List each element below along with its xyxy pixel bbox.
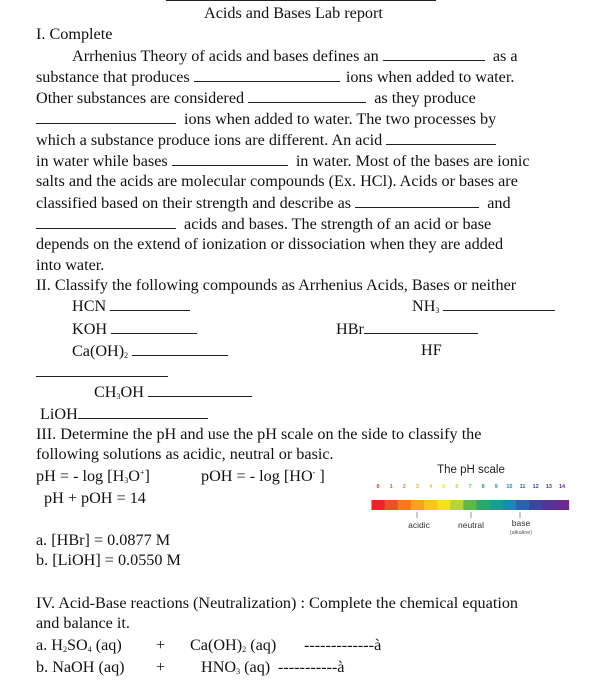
reaction-a-reactant2: $Ca(OH)_2$ (aq) — [190, 636, 277, 654]
compound-hcn: HCN — [72, 296, 190, 316]
answer-nh3[interactable] — [443, 296, 555, 311]
ph-bar-segment-10 — [503, 500, 517, 510]
compound-ch3oh: $CH_3OH$ — [94, 382, 252, 402]
ph-bar-segment-4 — [424, 500, 438, 510]
reaction-a-plus: + — [156, 636, 166, 654]
compound-koh: KOH — [72, 319, 197, 339]
compound-hf: HF — [421, 341, 442, 359]
blank-2[interactable] — [194, 67, 340, 82]
answer-ch3oh[interactable] — [148, 382, 252, 397]
ph-scale-svg — [370, 460, 570, 540]
ph-number-7: 7 — [468, 484, 472, 490]
reaction-a: a. $H_2SO_4$ (aq) — [36, 636, 122, 654]
ph-bar-segment-7 — [463, 500, 477, 510]
ph-poh-sum: pH + pOH = 14 — [44, 489, 146, 507]
ph-bar-segment-6 — [450, 500, 464, 510]
answer-lioh[interactable] — [78, 404, 208, 419]
part4-heading: IV. Acid-Base reactions (Neutralization) : Complete the chemical equation — [36, 594, 519, 612]
acidic-label: acidic — [408, 520, 430, 530]
ph-bar-segment-13 — [542, 500, 556, 510]
blank-3[interactable] — [248, 88, 366, 103]
neutral-label: neutral — [458, 520, 484, 530]
answer-hf-line[interactable] — [36, 376, 168, 377]
ph-number-10: 10 — [506, 484, 513, 490]
base-label: base — [511, 518, 531, 528]
poh-formula: pOH = - log [HO- ] — [201, 467, 325, 485]
answer-hbr[interactable] — [364, 319, 478, 334]
ph-number-1: 1 — [389, 484, 393, 490]
part1-line1: Arrhenius Theory of acids and bases defines an as a — [72, 47, 518, 65]
ph-bar-segment-1 — [385, 500, 399, 510]
reaction-b-arrow: -----------à — [278, 658, 345, 676]
ph-formula: pH = - $\log [H_3O^+]$ — [36, 467, 150, 485]
part1-line4: ions when added to water. The two processes by — [36, 109, 496, 129]
part2-heading: II. Classify the following compounds as Arrhenius Acids, Bases or neither — [36, 276, 517, 294]
ph-bar-segment-11 — [516, 500, 530, 510]
ph-bar-segment-5 — [437, 500, 451, 510]
ph-number-3: 3 — [415, 484, 419, 490]
ph-number-0: 0 — [376, 484, 380, 490]
reaction-b-plus: + — [156, 658, 166, 676]
answer-hcn[interactable] — [110, 296, 190, 311]
reaction-b: b. NaOH (aq) — [36, 658, 125, 676]
blank-5[interactable] — [386, 130, 496, 145]
problem-b: b. [LiOH] = 0.0550 M — [36, 551, 181, 569]
blank-4[interactable] — [36, 109, 176, 124]
ph-bar-segment-12 — [529, 500, 543, 510]
blank-7[interactable] — [355, 193, 479, 208]
ph-scale-bar — [371, 500, 569, 510]
reaction-a-arrow: -------------à — [304, 636, 382, 654]
part1-line2: substance that produces ions when added to water. — [36, 68, 515, 86]
ph-scale-figure — [370, 460, 570, 540]
page-title: Acids and Bases Lab report — [204, 4, 383, 22]
answer-koh[interactable] — [111, 319, 197, 334]
reaction-b-reactant2: $HNO_3$ (aq) — [201, 658, 271, 676]
part1-line9: acids and bases. The strength of an acid or base — [36, 214, 491, 234]
compound-lioh: LiOH — [40, 404, 208, 424]
ph-number-12: 12 — [532, 484, 539, 490]
title-top-rule — [166, 0, 436, 1]
ph-number-6: 6 — [455, 484, 459, 490]
compound-caoh2: $Ca(OH)_2$ — [72, 341, 228, 361]
ph-number-14: 14 — [558, 484, 566, 490]
part1-line3: Other substances are considered as they produce — [36, 89, 476, 107]
ph-scale-numbers — [376, 484, 566, 490]
ph-scale-title: The pH scale — [437, 464, 505, 476]
answer-caoh2[interactable] — [132, 341, 228, 356]
blank-6[interactable] — [172, 151, 288, 166]
ph-bar-segment-14 — [555, 500, 569, 510]
ph-bar-segment-3 — [411, 500, 425, 510]
ph-number-11: 11 — [519, 484, 526, 490]
blank-8[interactable] — [36, 214, 176, 229]
part1-line10: depends on the extend of ionization or dissociation when they are added — [36, 235, 504, 253]
blank-1[interactable] — [383, 46, 485, 61]
part3-line2: following solutions as acidic, neutral or basic. — [36, 445, 334, 463]
ph-number-8: 8 — [481, 484, 485, 490]
part4-line2: and balance it. — [36, 614, 130, 632]
ph-number-9: 9 — [494, 484, 498, 490]
alkaline-label: (alkaline) — [509, 530, 533, 536]
part1-line6: in water while bases in water. Most of the bases are ionic — [36, 152, 530, 170]
ph-number-4: 4 — [429, 484, 433, 490]
part1-line5: which a substance produce ions are different. An acid — [36, 130, 496, 150]
ph-bar-segment-0 — [371, 500, 385, 510]
part1-line11: into water. — [36, 256, 105, 274]
ph-bar-segment-2 — [398, 500, 412, 510]
ph-number-13: 13 — [545, 484, 552, 490]
compound-nh3: $NH_3$ — [412, 296, 555, 316]
ph-bar-segment-9 — [490, 500, 504, 510]
ph-number-2: 2 — [402, 484, 406, 490]
compound-hbr: HBr — [336, 319, 478, 339]
ph-number-5: 5 — [442, 484, 446, 490]
ph-bar-segment-8 — [477, 500, 491, 510]
part1-line7: salts and the acids are molecular compounds (Ex. HCl). Acids or bases are — [36, 172, 518, 190]
part3-heading: III. Determine the pH and use the pH scale on the side to classify the — [36, 425, 482, 443]
part1-heading: I. Complete — [36, 25, 113, 43]
problem-a: a. [HBr] = 0.0877 M — [36, 531, 171, 549]
part1-line8: classified based on their strength and describe as and — [36, 194, 511, 212]
